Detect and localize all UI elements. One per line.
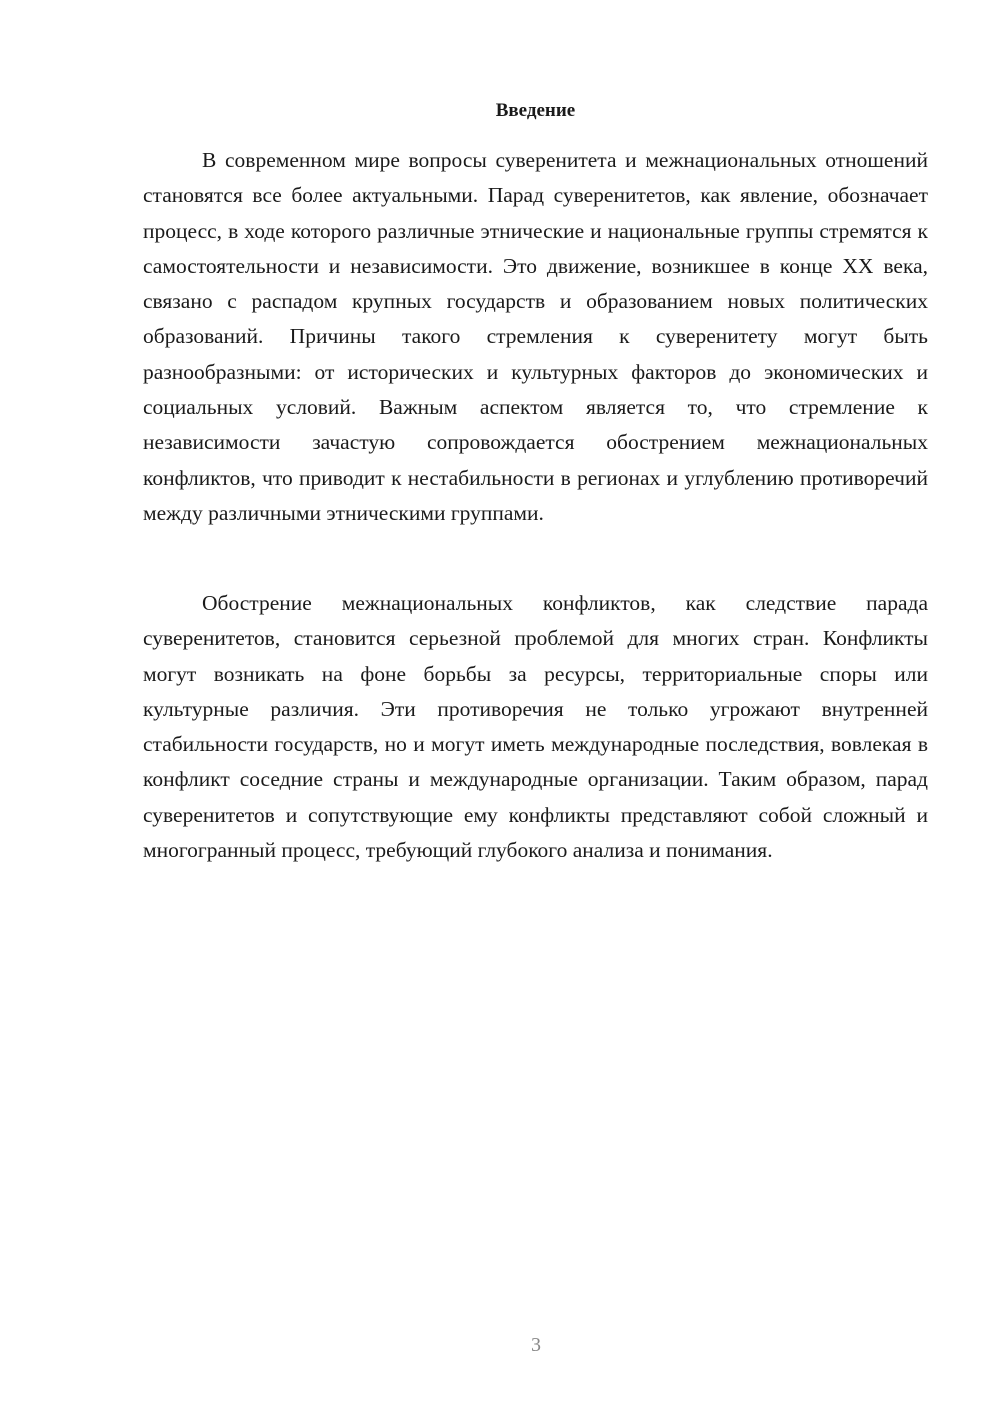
page-title: Введение — [495, 100, 576, 121]
page-number: 3 — [531, 1334, 541, 1356]
paragraph-1: В современном мире вопросы суверенитета и межнациональных отношений становятся все более актуальными. Парад суверенитетов, как явление, обозначает процесс, в ходе которого различные этнические и национальные группы стремятся к самостоятельности и независимости. Это движение, возникшее в конце XX века, связано с распадом крупных государств и образованием новых политических образований. Причины такого стремления к суверенитету могут быть разнообразными: от исторических и культурных факторов до экономических и социальных условий. Важным аспектом является то, что стремление к независимости зачастую сопровождается обострением межнациональных конфликтов, что приводит к нестабильности в регионах и углублению противоречий между различными этническими группами. — [143, 148, 928, 525]
paragraph-2: Обострение межнациональных конфликтов, как следствие парада суверенитетов, становится серьезной проблемой для многих стран. Конфликты могут возникать на фоне борьбы за ресурсы, территориальные споры или культурные различия. Эти противоречия не только угрожают внутренней стабильности государств, но и могут иметь международные последствия, вовлекая в конфликт соседние страны и международные организации. Таким образом, парад суверенитетов и сопутствующие ему конфликты представляют собой сложный и многогранный процесс, требующий глубокого анализа и понимания. — [143, 591, 928, 863]
